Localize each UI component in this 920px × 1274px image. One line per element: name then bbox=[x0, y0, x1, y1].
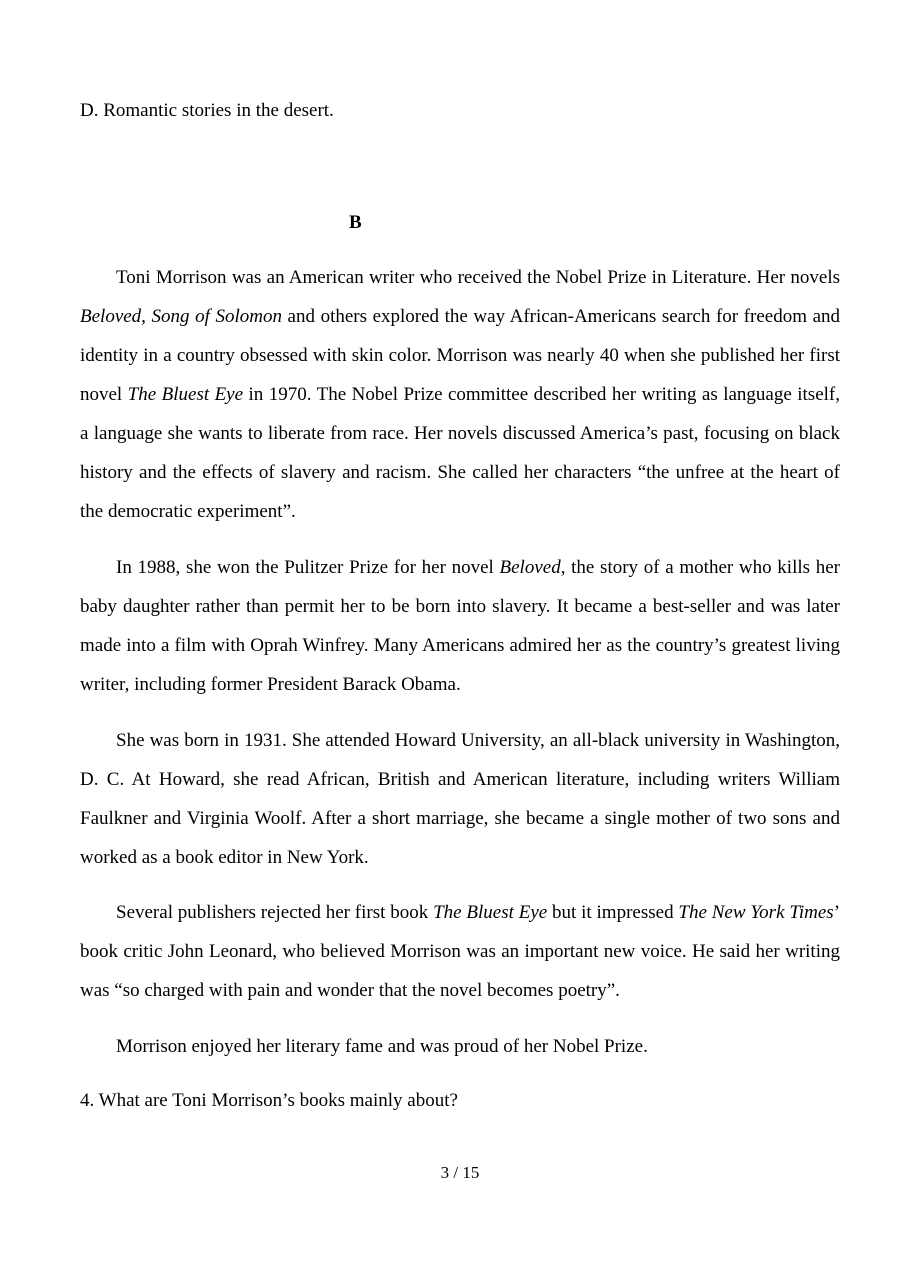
paragraph-1-text-c: and others explored the way African-Americans search for freedom and identity in a country obsessed with skin color. Morrison was nearly 40 when she published her first novel bbox=[80, 306, 840, 405]
paragraph-3 bbox=[80, 721, 840, 877]
paragraph-4-title-nyt: The New York Times bbox=[678, 902, 834, 923]
paragraph-4-text-a: Several publishers rejected her first book bbox=[116, 902, 434, 923]
page-separator: / bbox=[449, 1163, 463, 1182]
paragraph-1-text-a: Toni Morrison was an American writer who received the Nobel Prize in Literature. Her novels bbox=[116, 267, 840, 288]
page-number: 3 bbox=[440, 1163, 450, 1182]
paragraph-2-text-c: , the story of a mother who kills her baby daughter rather than permit her to be born into slavery. It became a best-seller and was later made into a film with Oprah Winfrey. Many Americans admired her as the country’s greatest living writer, including former President Barack Obama. bbox=[80, 557, 840, 695]
paragraph-2 bbox=[80, 548, 840, 704]
paragraph-2-text-a: In 1988, she won the Pulitzer Prize for her novel bbox=[116, 557, 500, 578]
paragraph-1-text-e: in 1970. The Nobel Prize committee described her writing as language itself, a language she wants to liberate from race. Her novels discussed America’s past, focusing on black history and the effects of slavery and racism. She called her characters “the unfree at the heart of the democratic experiment”. bbox=[80, 384, 840, 522]
section-heading: B bbox=[349, 212, 362, 233]
page-footer bbox=[0, 1162, 920, 1184]
paragraph-1 bbox=[80, 258, 840, 531]
paragraph-4-text-c: but it impressed bbox=[547, 902, 679, 923]
total-pages: 15 bbox=[462, 1163, 480, 1182]
paragraph-1-title-bluest-eye: The Bluest Eye bbox=[127, 384, 244, 405]
paragraph-4-text-e: ’ book critic John Leonard, who believed Morrison was an important new voice. He said her writing was “so charged with pain and wonder that the novel becomes poetry”. bbox=[80, 902, 841, 1001]
paragraph-3-text: She was born in 1931. She attended Howard University, an all-black university in Washington, D. C. At Howard, she read African, British and American literature, including writers William Faulkner and Virginia Woolf. After a short marriage, she became a single mother of two sons and worked as a book editor in New York. bbox=[80, 730, 840, 868]
paragraph-2-title-beloved: Beloved bbox=[499, 557, 561, 578]
question-4: 4. What are Toni Morrison’s books mainly about? bbox=[80, 1090, 458, 1111]
answer-option-d: D. Romantic stories in the desert. bbox=[80, 100, 334, 121]
paragraph-1-title-beloved-song: Beloved, Song of Solomon bbox=[80, 306, 282, 327]
paragraph-5 bbox=[80, 1027, 840, 1066]
paragraph-4-title-bluest-eye: The Bluest Eye bbox=[433, 902, 548, 923]
paragraph-5-text: Morrison enjoyed her literary fame and was proud of her Nobel Prize. bbox=[116, 1036, 648, 1057]
paragraph-4 bbox=[80, 893, 840, 1010]
